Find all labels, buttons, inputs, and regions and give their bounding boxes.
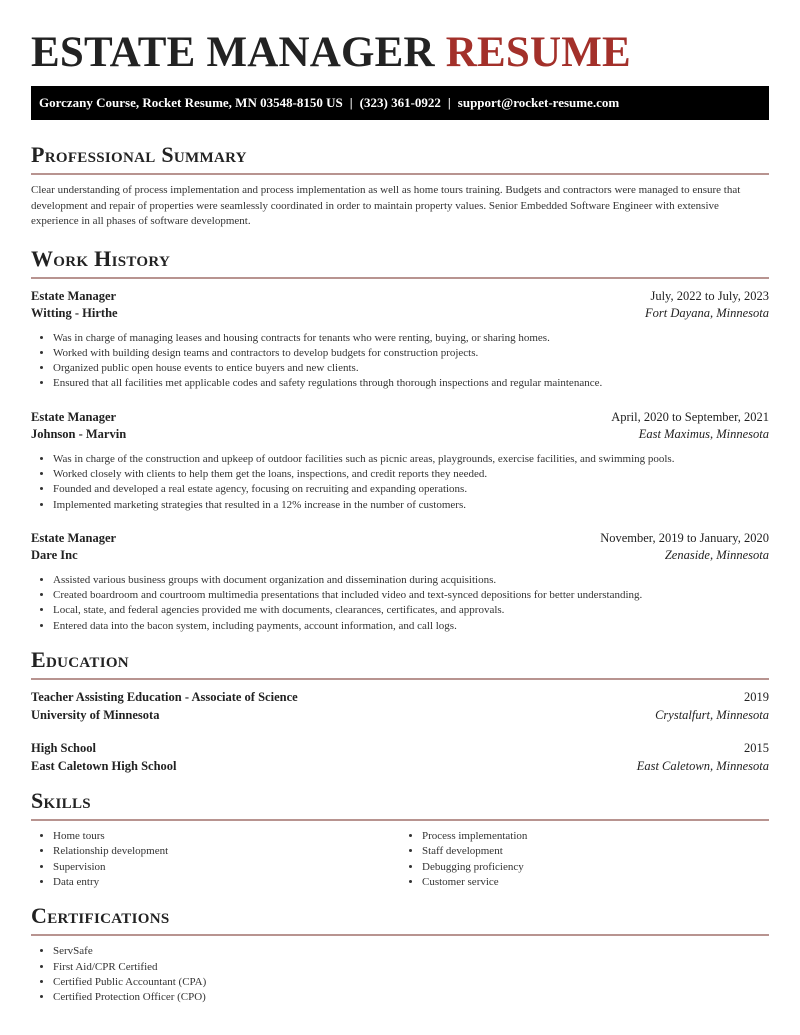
summary-text: Clear understanding of process implementation and process implementation as well as home tours training. Budgets and contractors were managed to ensure that development and repair of properties were seamlessly coordinated in order to maintain property values. Senior Embedded Software Engineer with extensive experience in all phases of software development.	[31, 184, 741, 227]
year: 2019	[744, 690, 769, 705]
job-dates: July, 2022 to July, 2023	[650, 288, 769, 303]
skill-item: • Debugging proficiency	[422, 860, 769, 875]
skill-item: • Relationship development	[53, 844, 400, 859]
divider	[31, 934, 769, 936]
job-title: Estate Manager	[31, 530, 117, 545]
section-heading-work: Work History	[31, 245, 171, 271]
school-location: Crystalfurt, Minnesota	[655, 707, 769, 722]
skill-item: • Process implementation	[422, 829, 769, 844]
job-location: Zenaside, Minnesota	[664, 548, 769, 563]
job-title: Estate Manager	[31, 288, 117, 303]
section-heading-education: Education	[31, 647, 129, 673]
bullet-item: • Organized public open house events to entice buyers and new clients.	[53, 361, 769, 376]
skills-right	[400, 829, 769, 890]
job-company-row	[31, 547, 769, 565]
skill-item: • Supervision	[53, 860, 400, 875]
bullet-item: • Founded and developed a real estate agency, focusing on recruiting and expanding operations.	[53, 482, 769, 497]
divider	[31, 678, 769, 680]
section-heading-certifications: Certifications	[31, 903, 170, 929]
skill-item: • Staff development	[422, 844, 769, 859]
job-header	[31, 530, 769, 548]
job-entry	[31, 409, 769, 513]
job-list	[31, 288, 769, 635]
year: 2015	[744, 741, 769, 756]
bullet-item: • Ensured that all facilities met applicable codes and safety regulations through thorough inspections and regular maintenance.	[53, 376, 769, 391]
education-header	[31, 740, 769, 758]
education-entry	[31, 689, 769, 724]
education-list	[31, 689, 769, 775]
job-dates: November, 2019 to January, 2020	[600, 530, 769, 545]
certifications-list	[31, 944, 769, 1005]
school-row	[31, 707, 769, 725]
degree: High School	[31, 741, 96, 756]
divider	[31, 173, 769, 175]
job-bullets	[31, 573, 769, 634]
contact-address: Gorczany Course, Rocket Resume, MN 03548-8150 US	[39, 95, 343, 110]
divider	[31, 277, 769, 279]
job-company-row	[31, 426, 769, 444]
contact-bar	[31, 86, 769, 120]
bullet-item: • Entered data into the bacon system, including payments, account information, and call logs.	[53, 619, 769, 634]
degree: Teacher Assisting Education - Associate of Science	[31, 690, 298, 705]
skills-list	[31, 821, 769, 890]
job-bullets	[31, 452, 769, 513]
section-heading-skills: Skills	[31, 788, 91, 814]
bullet-item: • Local, state, and federal agencies provided me with documents, clearances, certificates, and approvals.	[53, 603, 769, 618]
title-accent: RESUME	[445, 29, 631, 76]
skill-item: • Customer service	[422, 875, 769, 890]
contact-email[interactable]: support@rocket-resume.com	[457, 95, 620, 110]
bullet-item: • Was in charge of the construction and upkeep of outdoor facilities such as picnic areas, playgrounds, exercise facilities, and swimming pools.	[53, 452, 769, 467]
bullet-item: • Created boardroom and courtroom multimedia presentations that included video and text-synced depositions for better understanding.	[53, 588, 769, 603]
job-header	[31, 409, 769, 427]
bullet-item: • Worked with building design teams and contractors to develop budgets for construction projects.	[53, 346, 769, 361]
bullet-item: • Implemented marketing strategies that resulted in a 12% increase in the number of customers.	[53, 498, 769, 513]
job-company-row	[31, 305, 769, 323]
contact-phone: (323) 361-0922	[359, 95, 441, 110]
job-header	[31, 288, 769, 306]
job-company: Johnson - Marvin	[31, 427, 127, 442]
separator: |	[447, 95, 451, 110]
job-bullets	[31, 331, 769, 392]
certification-item: • ServSafe	[53, 944, 769, 959]
resume-title	[31, 28, 769, 78]
bullet-item: • Worked closely with clients to help them get the loans, inspections, and credit reports they needed.	[53, 467, 769, 482]
job-company: Dare Inc	[31, 548, 78, 563]
skill-item: • Home tours	[53, 829, 400, 844]
school-row	[31, 758, 769, 776]
certification-item: • First Aid/CPR Certified	[53, 960, 769, 975]
job-location: Fort Dayana, Minnesota	[645, 306, 769, 320]
school-location: East Caletown, Minnesota	[636, 758, 769, 773]
education-entry	[31, 740, 769, 775]
certification-item: • Certified Protection Officer (CPO)	[53, 990, 769, 1005]
skills-left	[31, 829, 400, 890]
school: University of Minnesota	[31, 707, 160, 722]
job-dates: April, 2020 to September, 2021	[611, 409, 769, 424]
bullet-item: • Was in charge of managing leases and housing contracts for tenants who were renting, buying, or sharing homes.	[53, 331, 769, 346]
bullet-item: • Assisted various business groups with document organization and dissemination during acquisitions.	[53, 573, 769, 588]
job-location: East Maximus, Minnesota	[638, 427, 769, 442]
job-title: Estate Manager	[31, 409, 117, 424]
separator: |	[349, 95, 353, 110]
education-header	[31, 689, 769, 707]
section-heading-summary: Professional Summary	[31, 142, 247, 167]
skill-item: • Data entry	[53, 875, 400, 890]
certification-item: • Certified Public Accountant (CPA)	[53, 975, 769, 990]
school: East Caletown High School	[31, 758, 177, 773]
job-entry	[31, 288, 769, 392]
title-main: ESTATE MANAGER	[31, 29, 435, 76]
job-company: Witting - Hirthe	[31, 306, 118, 320]
resume	[31, 0, 769, 1005]
job-entry	[31, 530, 769, 634]
